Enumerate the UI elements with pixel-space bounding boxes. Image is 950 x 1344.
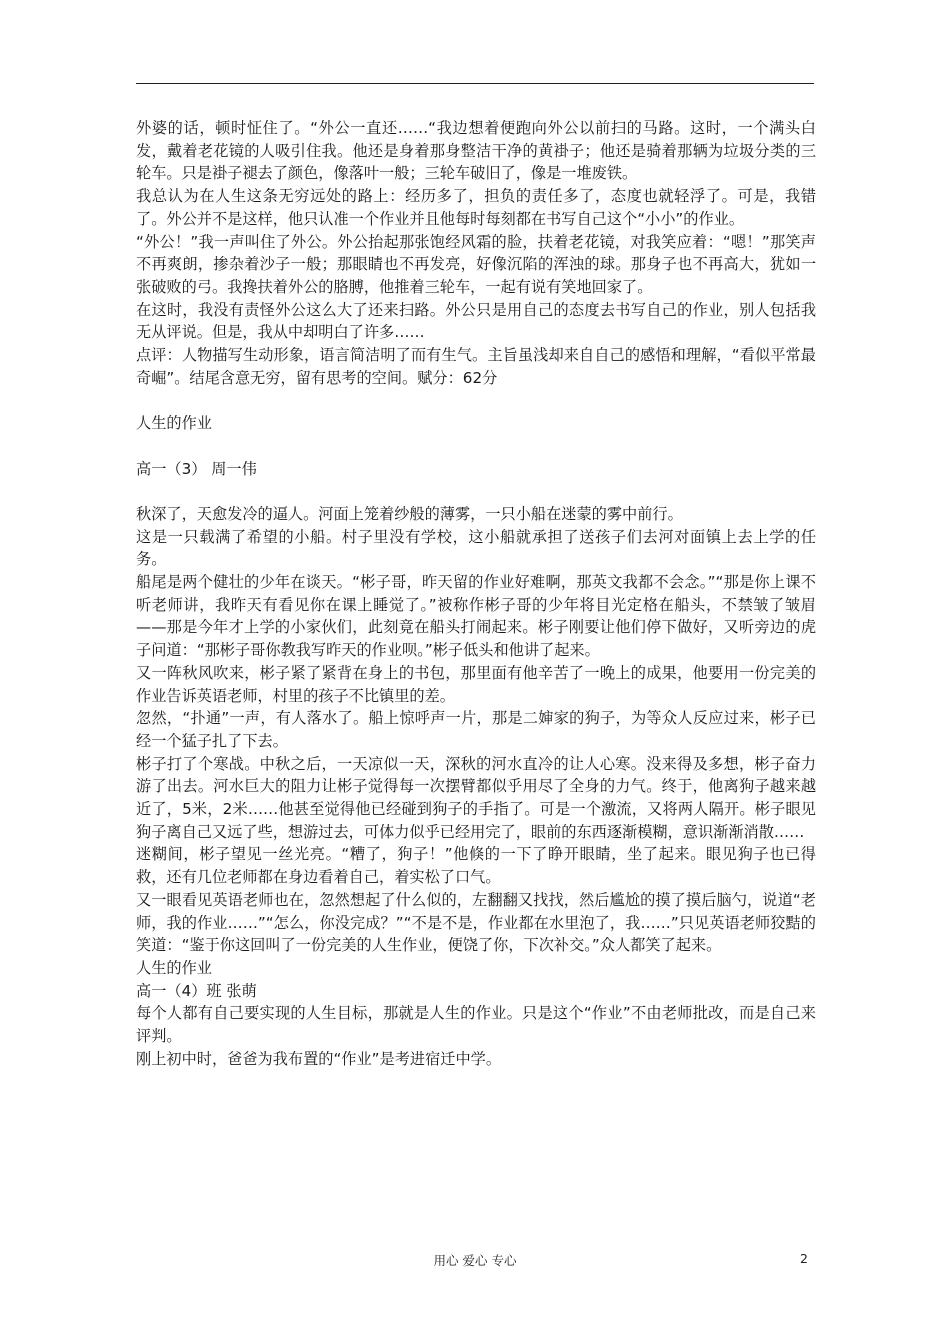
paragraph: 刚上初中时，爸爸为我布置的“作业”是考进宿迁中学。 [136,1049,502,1068]
paragraph: “外公！”我一声叫住了外公。外公抬起那张饱经风霜的脸，扶着老花镜，对我笑应着：“嗯！”那笑声不再爽朗，掺杂着沙子一般；那眼睛也不再发亮，好像沉陷的浑浊的球。那身子也不再高大，犹如一张破败的弓。我搀扶着外公的胳膊，他推着三轮车，一起有说有笑地回家了。 [136,232,816,296]
footer-slogan: 用心 爱心 专心 [433,1253,517,1268]
paragraph: 这是一只载满了希望的小船。村子里没有学校，这小船就承担了送孩子们去河对面镇上去上学的任务。 [136,527,816,569]
paragraph: 外婆的话，顿时怔住了。“外公一直还……“我边想着便跑向外公以前扫的马路。这时，一个满头白发，戴着老花镜的人吸引住我。他还是身着那身整洁干净的黄褂子；他还是骑着那辆为垃圾分类的三轮车。只是褂子褪去了颜色，像落叶一般；三轮车破旧了，像是一堆废铁。 [136,119,816,183]
paragraph: 高一（3） 周一伟 [136,459,257,478]
header-rule [136,83,814,84]
document-body [136,117,816,1070]
paragraph: 又一眼看见英语老师也在，忽然想起了什么似的，左翻翻又找找，然后尴尬的摸了摸后脑勺，说道“老师，我的作业……”“怎么，你没完成？”“不是不是，作业都在水里泡了，我……”只见英语老师狡黠的笑道：“鉴于你这回叫了一份完美的人生作业，便饶了你，下次补交。”众人都笑了起来。 [136,890,816,955]
paragraph-spacer [136,480,816,503]
page-number: 2 [800,1251,808,1266]
paragraph: 人生的作业 [136,958,212,977]
paragraph: 又一阵秋风吹来，彬子紧了紧背在身上的书包，那里面有他辛苦了一晚上的成果，他要用一份完美的作业告诉英语老师，村里的孩子不比镇里的差。 [136,663,816,705]
paragraph: 忽然，“扑通”一声，有人落水了。船上惊呼声一片，那是二婶家的狗子，为等众人反应过来，彬子已经一个猛子扎了下去。 [136,709,816,750]
paragraph: 船尾是两个健壮的少年在谈天。“彬子哥，昨天留的作业好难啊，那英文我都不会念。”“那是你上课不听老师讲，我昨天有看见你在课上睡觉了。”被称作彬子哥的少年将目光定格在船头，不禁皱了皱眉——那是今年才上学的小家伙们，此刻竟在船头打闹起来。彬子刚要让他们停下做好，又听旁边的虎子问道：“那彬子哥你教我写昨天的作业呗。”彬子低头和他讲了起来。 [136,573,816,660]
paragraph: 高一（4）班 张萌 [136,981,257,1000]
paragraph-spacer [136,389,816,412]
paragraph: 迷糊间，彬子望见一丝光亮。“糟了，狗子！”他倏的一下了睁开眼睛，坐了起来。眼见狗子也已得救，还有几位老师都在身边看着自己，着实松了口气。 [136,845,816,887]
paragraph: 点评：人物描写生动形象，语言简洁明了而有生气。主旨虽浅却来自自己的感悟和理解，“看似平常最奇崛”。结尾含意无穷，留有思考的空间。赋分：62分 [136,346,816,387]
paragraph: 我总认为在人生这条无穷远处的路上：经历多了，担负的责任多了，态度也就轻浮了。可是，我错了。外公并不是这样，他只认准一个作业并且他每时每刻都在书写自己这个“小小”的作业。 [136,187,816,228]
paragraph: 人生的作业 [136,414,212,433]
paragraph-spacer [136,435,816,458]
paragraph: 彬子打了个寒战。中秋之后，一天凉似一天，深秋的河水直冷的让人心寒。没来得及多想，彬子奋力游了出去。河水巨大的阻力让彬子觉得每一次摆臂都似乎用尽了全身的力气。终于，他离狗子越来越近了，5米，2米……他甚至觉得他已经碰到狗子的手指了。可是一个激流，又将两人隔开。彬子眼见狗子离自己又远了些，想游过去，可体力似乎已经用完了，眼前的东西逐渐模糊，意识渐渐消散…… [136,754,816,841]
paragraph: 秋深了，天愈发冷的逼人。河面上笼着纱般的薄雾，一只小船在迷蒙的雾中前行。 [136,504,683,523]
paragraph: 在这时，我没有责怪外公这么大了还来扫路。外公只是用自己的态度去书写自己的作业，别人包括我无从评说。但是，我从中却明白了许多…… [136,300,816,342]
paragraph: 每个人都有自己要实现的人生目标，那就是人生的作业。只是这个“作业”不由老师批改，而是自己来评判。 [136,1004,816,1046]
